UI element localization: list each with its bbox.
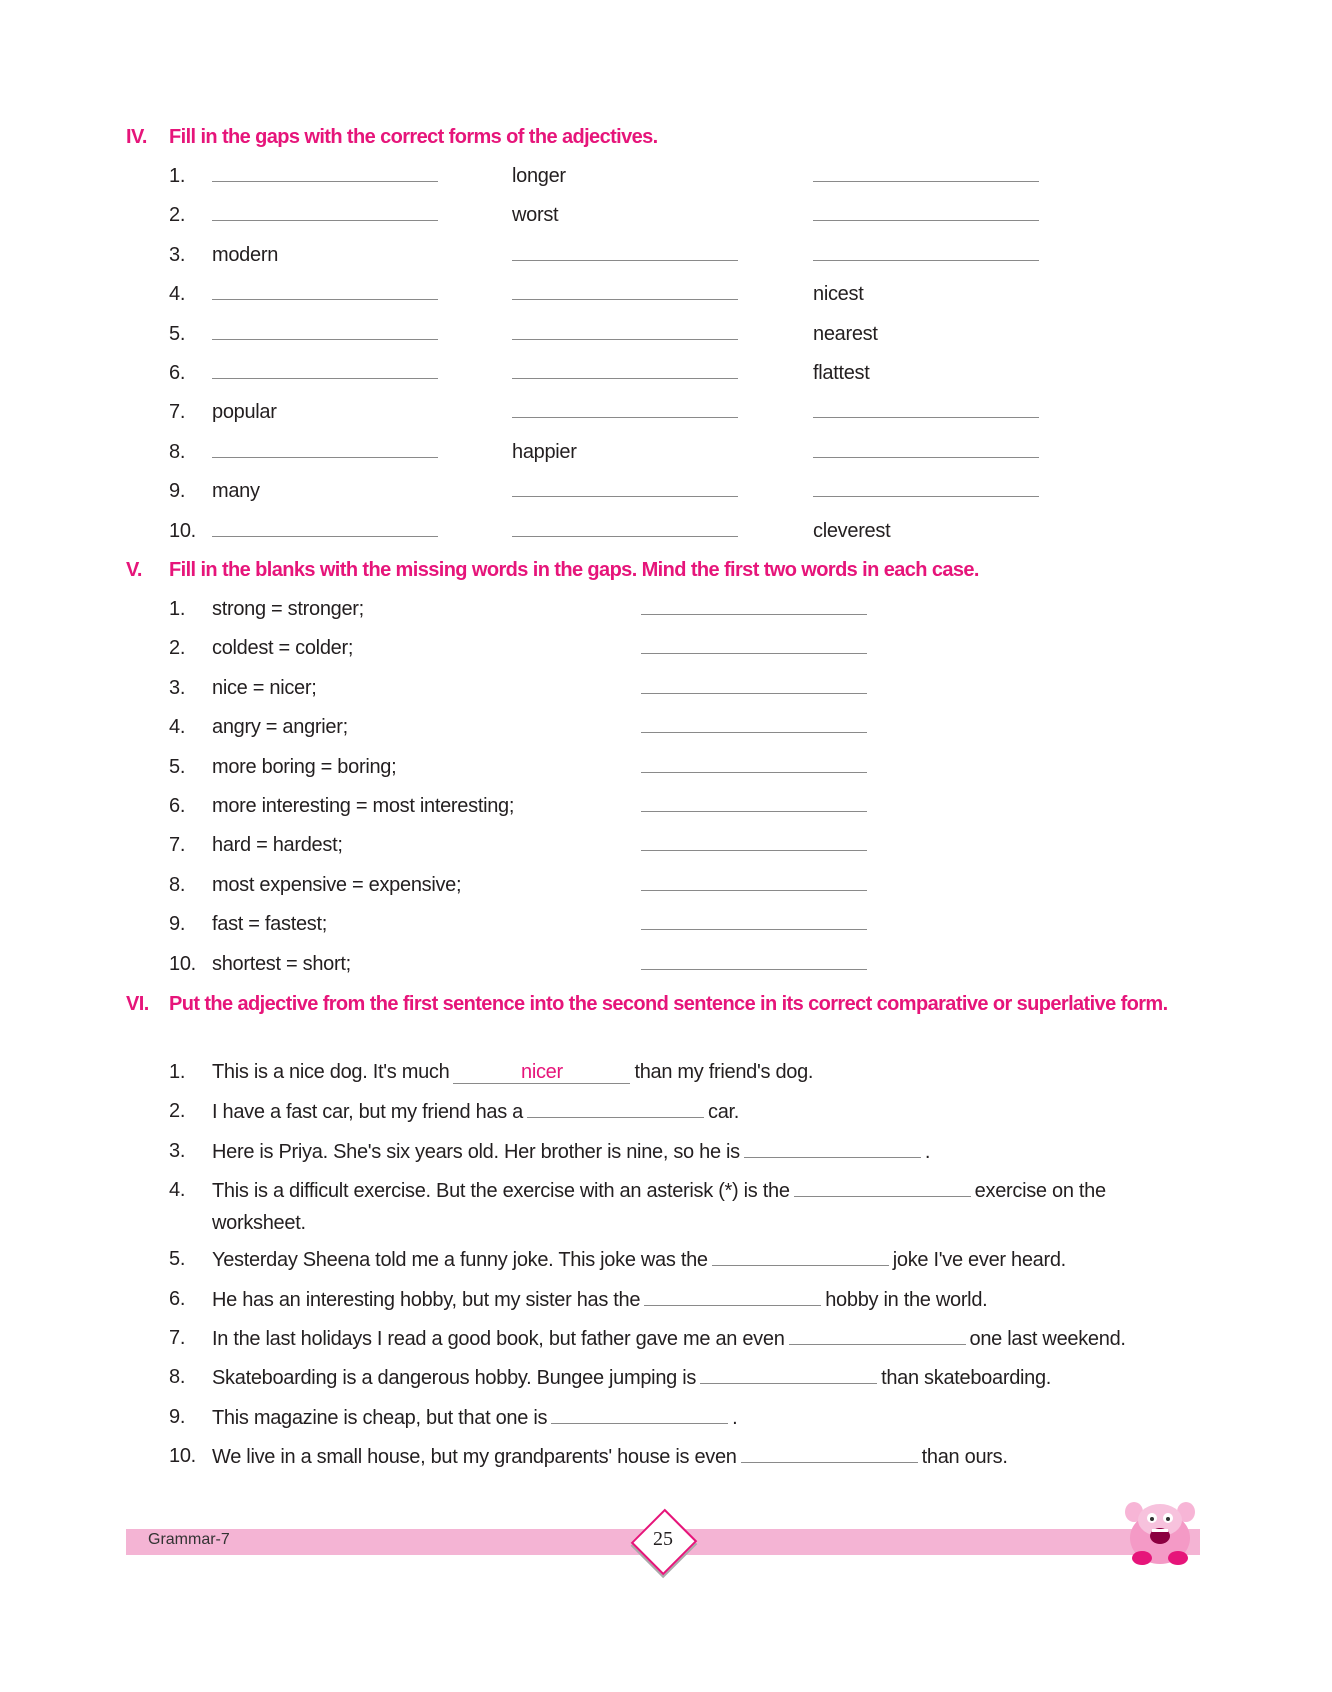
answer-blank[interactable] xyxy=(512,354,738,393)
item-number: 6. xyxy=(169,794,186,817)
sentence-after: joke I've ever heard. xyxy=(892,1249,1066,1272)
blank-line[interactable] xyxy=(512,393,738,418)
table-row xyxy=(126,275,1212,314)
item-number: 3. xyxy=(169,1139,186,1162)
answer-blank[interactable]: nicer xyxy=(453,1061,630,1084)
list-item xyxy=(126,590,1212,629)
prompt-text: more boring = boring; xyxy=(212,755,397,778)
answer-blank[interactable] xyxy=(741,1440,918,1463)
blank-line[interactable] xyxy=(212,196,438,221)
prompt-text: more interesting = most interesting; xyxy=(212,794,515,817)
sentence-before: This is a difficult exercise. But the exercise with an asterisk (*) is the xyxy=(212,1180,790,1203)
blank-line[interactable] xyxy=(512,315,738,340)
answer-blank[interactable] xyxy=(813,157,1039,196)
table-row xyxy=(126,472,1212,511)
section-number: V. xyxy=(126,559,142,581)
answer-blank[interactable] xyxy=(212,512,438,551)
sentence-after: than ours. xyxy=(921,1446,1008,1469)
sentence-after: one last weekend. xyxy=(969,1327,1126,1350)
item-number: 4. xyxy=(169,716,186,739)
blank-line[interactable] xyxy=(813,157,1039,182)
list-item xyxy=(126,1279,1202,1318)
table-row xyxy=(126,196,1212,235)
item-number: 2. xyxy=(169,204,186,227)
given-word: longer xyxy=(512,165,566,187)
sentence-before: In the last holidays I read a good book, but father gave me an even xyxy=(212,1327,785,1350)
item-number: 7. xyxy=(169,1326,186,1349)
answer-blank[interactable] xyxy=(512,393,738,432)
sentence xyxy=(212,1361,1202,1394)
answer-blank[interactable] xyxy=(644,1283,821,1306)
answer-blank[interactable] xyxy=(813,196,1039,235)
sentence-before: I have a fast car, but my friend has a xyxy=(212,1101,523,1124)
prompt-text: most expensive = expensive; xyxy=(212,873,462,896)
sentence-before: Here is Priya. She's six years old. Her brother is nine, so he is xyxy=(212,1140,740,1163)
answer-blank[interactable] xyxy=(641,945,867,984)
monster-mascot-icon xyxy=(1118,1498,1202,1566)
blank-line[interactable] xyxy=(512,512,738,537)
item-number: 1. xyxy=(169,598,186,620)
answer-blank[interactable] xyxy=(700,1361,877,1384)
answer-blank[interactable] xyxy=(641,866,867,905)
item-number: 8. xyxy=(169,873,186,896)
list-item xyxy=(126,1091,1202,1130)
sentence-after: car. xyxy=(708,1101,740,1124)
list-item xyxy=(126,1357,1202,1396)
item-number: 10. xyxy=(169,519,196,542)
list-item xyxy=(126,826,1212,865)
blank-line[interactable] xyxy=(212,157,438,182)
given-word: worst xyxy=(512,204,559,227)
prompt-text: hard = hardest; xyxy=(212,834,343,857)
sentence-after: than skateboarding. xyxy=(881,1367,1052,1390)
item-number: 10. xyxy=(169,952,196,975)
list-item xyxy=(126,629,1212,668)
item-number: 1. xyxy=(169,165,186,187)
list-item xyxy=(126,1131,1202,1170)
list-item xyxy=(126,708,1212,747)
item-number: 2. xyxy=(169,1100,186,1123)
blank-line[interactable] xyxy=(641,590,867,615)
given-word: nearest xyxy=(813,322,878,345)
list-item xyxy=(126,1239,1202,1278)
prompt-text: nice = nicer; xyxy=(212,676,317,699)
answer-blank[interactable] xyxy=(789,1322,966,1345)
blank-line[interactable] xyxy=(813,393,1039,418)
answer-blank[interactable] xyxy=(527,1095,704,1118)
blank-line[interactable] xyxy=(212,512,438,537)
section-v-heading xyxy=(126,550,1212,590)
item-number: 8. xyxy=(169,440,186,463)
item-number: 6. xyxy=(169,1287,186,1310)
item-number: 9. xyxy=(169,1405,186,1428)
blank-line[interactable] xyxy=(512,275,738,300)
item-number: 6. xyxy=(169,361,186,384)
table-row xyxy=(126,236,1212,275)
sentence xyxy=(212,1440,1202,1473)
given-word: many xyxy=(212,480,260,503)
blank-line[interactable] xyxy=(512,236,738,261)
blank-line[interactable] xyxy=(641,787,867,812)
sentence xyxy=(212,1174,1202,1239)
sentence xyxy=(212,1322,1202,1355)
page-number: 25 xyxy=(653,1528,673,1550)
blank-line[interactable] xyxy=(813,472,1039,497)
footer-book-title: Grammar-7 xyxy=(148,1531,230,1548)
list-item xyxy=(126,1397,1202,1436)
sentence xyxy=(212,1095,1202,1128)
sentence-before: We live in a small house, but my grandparents' house is even xyxy=(212,1446,737,1469)
item-number: 4. xyxy=(169,1179,186,1202)
list-item xyxy=(126,748,1212,787)
list-item xyxy=(126,1318,1202,1357)
item-number: 1. xyxy=(169,1061,186,1083)
item-number: 4. xyxy=(169,283,186,306)
blank-line[interactable] xyxy=(641,669,867,694)
section-iv xyxy=(126,117,1212,551)
list-item xyxy=(126,1170,1202,1239)
blank-line[interactable] xyxy=(641,945,867,970)
table-row xyxy=(126,315,1212,354)
blank-line[interactable] xyxy=(641,748,867,773)
blank-line[interactable] xyxy=(212,433,438,458)
sentence xyxy=(212,1401,1202,1434)
item-number: 5. xyxy=(169,1248,186,1271)
sentence-before: This magazine is cheap, but that one is xyxy=(212,1406,548,1429)
answer-blank[interactable] xyxy=(212,433,438,472)
given-word: happier xyxy=(512,440,577,463)
sentence-before: This is a nice dog. It's much xyxy=(212,1061,450,1083)
answer-blank[interactable] xyxy=(744,1135,921,1158)
sentence-after: exercise on the worksheet. xyxy=(212,1180,1106,1235)
section-title: Fill in the blanks with the missing words in the gaps. Mind the first two words in each case. xyxy=(169,559,979,581)
item-number: 2. xyxy=(169,637,186,660)
sentence xyxy=(212,1243,1202,1276)
item-number: 8. xyxy=(169,1366,186,1389)
item-number: 9. xyxy=(169,913,186,936)
answer-blank[interactable] xyxy=(212,354,438,393)
blank-line[interactable] xyxy=(813,433,1039,458)
section-v xyxy=(126,550,1212,984)
blank-line[interactable] xyxy=(512,354,738,379)
item-number: 3. xyxy=(169,243,186,266)
blank-line[interactable] xyxy=(813,236,1039,261)
table-row xyxy=(126,512,1212,551)
item-number: 10. xyxy=(169,1445,196,1468)
sentence-after: hobby in the world. xyxy=(825,1288,988,1311)
given-word: modern xyxy=(212,243,279,266)
section-vi-heading xyxy=(126,988,1202,1052)
blank-line[interactable] xyxy=(641,708,867,733)
prompt-text: shortest = short; xyxy=(212,952,351,975)
list-item xyxy=(126,945,1212,984)
answer-blank[interactable] xyxy=(813,236,1039,275)
answer-blank[interactable] xyxy=(512,275,738,314)
answer-blank[interactable] xyxy=(512,512,738,551)
blank-line[interactable] xyxy=(641,905,867,930)
given-word: popular xyxy=(212,401,277,424)
item-number: 5. xyxy=(169,755,186,778)
table-row xyxy=(126,433,1212,472)
item-number: 7. xyxy=(169,834,186,857)
answer-blank[interactable] xyxy=(641,708,867,747)
answer-blank[interactable] xyxy=(712,1243,889,1266)
section-title: Fill in the gaps with the correct forms of the adjectives. xyxy=(169,126,658,148)
answer-blank[interactable] xyxy=(512,236,738,275)
section-number: VI. xyxy=(126,993,149,1015)
item-number: 5. xyxy=(169,322,186,345)
given-word: nicest xyxy=(813,283,864,306)
sentence-before: He has an interesting hobby, but my sister has the xyxy=(212,1288,641,1311)
sentence-before: Yesterday Sheena told me a funny joke. This joke was the xyxy=(212,1249,708,1272)
answer-blank[interactable] xyxy=(641,590,867,629)
given-word: flattest xyxy=(813,361,870,384)
sentence xyxy=(212,1056,1202,1088)
sentence-after: . xyxy=(924,1140,931,1163)
blank-line[interactable] xyxy=(212,354,438,379)
section-title: Put the adjective from the first sentence into the second sentence in its correct comparative or superlative form. xyxy=(169,993,1168,1015)
answer-blank[interactable] xyxy=(212,196,438,235)
answer-blank[interactable] xyxy=(551,1401,728,1424)
item-number: 7. xyxy=(169,401,186,424)
blank-line[interactable] xyxy=(641,866,867,891)
list-item xyxy=(126,866,1212,905)
answer-blank[interactable] xyxy=(813,472,1039,511)
blank-line[interactable] xyxy=(512,472,738,497)
answer-blank[interactable] xyxy=(641,826,867,865)
section-iv-heading xyxy=(126,117,1212,157)
list-item xyxy=(126,669,1212,708)
sentence xyxy=(212,1283,1202,1316)
answer-blank[interactable] xyxy=(212,275,438,314)
prompt-text: fast = fastest; xyxy=(212,913,328,936)
answer-blank[interactable] xyxy=(641,748,867,787)
blank-line[interactable] xyxy=(212,315,438,340)
blank-line[interactable] xyxy=(641,629,867,654)
sentence-after: . xyxy=(732,1406,738,1429)
list-item xyxy=(126,787,1212,826)
table-row xyxy=(126,393,1212,432)
item-number: 3. xyxy=(169,676,186,699)
sentence-before: Skateboarding is a dangerous hobby. Bungee jumping is xyxy=(212,1367,697,1390)
answer-blank[interactable] xyxy=(512,472,738,511)
answer-blank[interactable] xyxy=(641,787,867,826)
prompt-text: strong = stronger; xyxy=(212,598,364,620)
prompt-text: coldest = colder; xyxy=(212,637,354,660)
section-vi xyxy=(126,988,1202,1476)
answer-blank[interactable] xyxy=(813,393,1039,432)
answer-blank[interactable] xyxy=(512,315,738,354)
answer-blank[interactable] xyxy=(641,905,867,944)
blank-line[interactable] xyxy=(813,196,1039,221)
item-number: 9. xyxy=(169,480,186,503)
prompt-text: angry = angrier; xyxy=(212,716,348,739)
blank-line[interactable] xyxy=(641,826,867,851)
list-item xyxy=(126,1052,1202,1091)
table-row xyxy=(126,354,1212,393)
sentence-after: than my friend's dog. xyxy=(634,1061,814,1083)
answer-blank[interactable] xyxy=(794,1174,971,1197)
list-item xyxy=(126,1436,1202,1475)
section-number: IV. xyxy=(126,126,147,148)
sentence xyxy=(212,1135,1202,1168)
answer-blank[interactable] xyxy=(813,433,1039,472)
blank-line[interactable] xyxy=(212,275,438,300)
answer-blank[interactable] xyxy=(212,315,438,354)
list-item xyxy=(126,905,1212,944)
given-word: cleverest xyxy=(813,519,891,542)
answer-blank[interactable] xyxy=(641,629,867,668)
answer-blank[interactable] xyxy=(212,157,438,196)
table-row xyxy=(126,157,1212,196)
answer-blank[interactable] xyxy=(641,669,867,708)
